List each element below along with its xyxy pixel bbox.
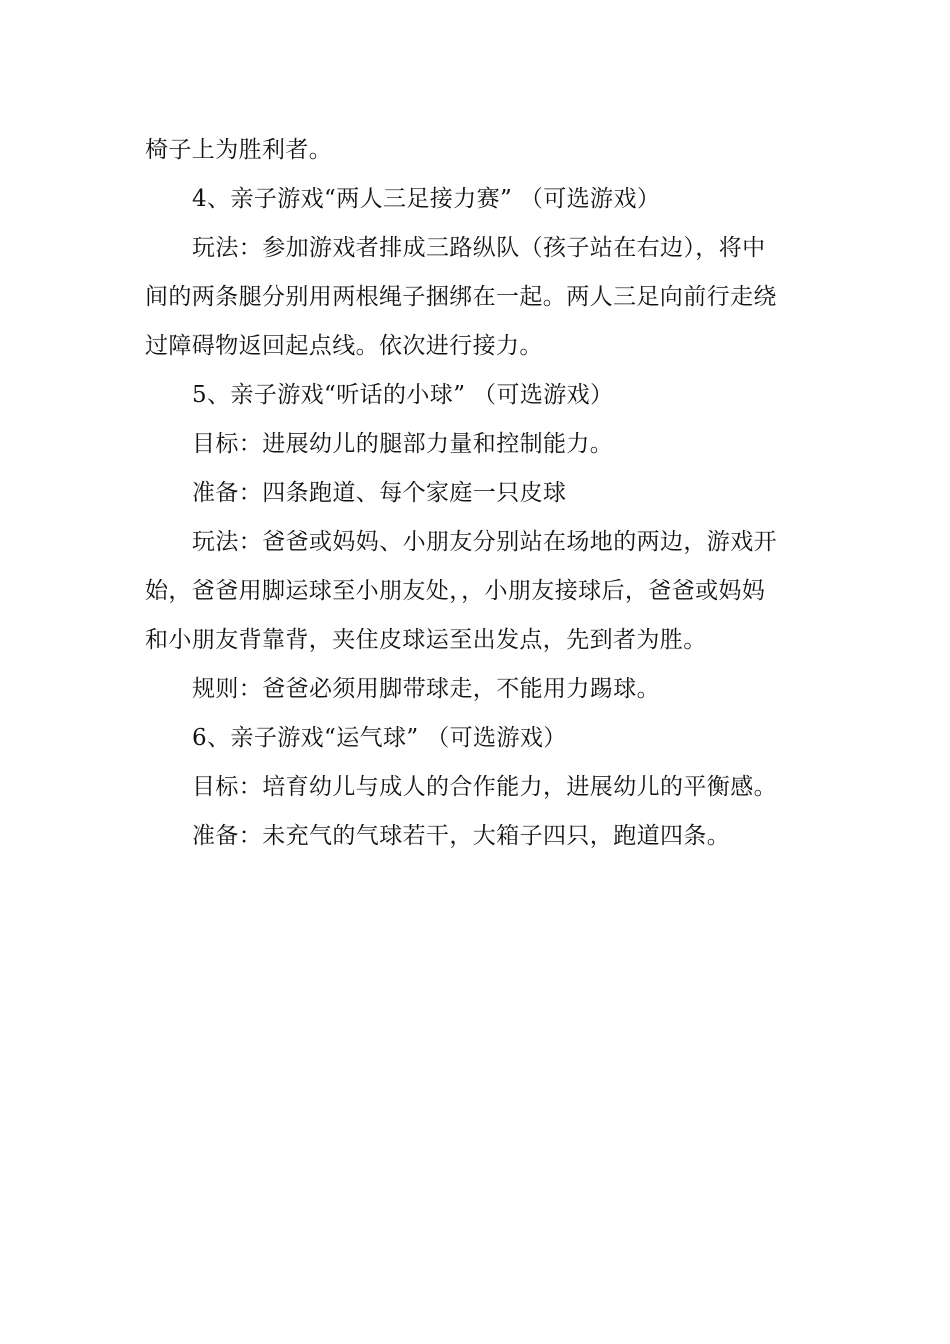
document-body <box>145 126 807 861</box>
paragraph-line: 和小朋友背靠背，夹住皮球运至出发点，先到者为胜。 <box>145 627 707 653</box>
paragraph-line: 椅子上为胜利者。 <box>145 137 333 163</box>
paragraph-line: 玩法：参加游戏者排成三路纵队（孩子站在右边），将中 <box>192 235 766 261</box>
paragraph-line: 始，爸爸用脚运球至小朋友处，，小朋友接球后，爸爸或妈妈 <box>145 578 766 604</box>
paragraph-line: 过障碍物返回起点线。依次进行接力。 <box>145 333 543 359</box>
section-heading: 5、亲子游戏“听话的小球” （可选游戏） <box>192 382 614 408</box>
paragraph-line: 规则：爸爸必须用脚带球走，不能用力踢球。 <box>192 676 660 702</box>
paragraph-line: 玩法：爸爸或妈妈、小朋友分别站在场地的两边，游戏开 <box>192 529 777 555</box>
paragraph-line: 目标：培育幼儿与成人的合作能力，进展幼儿的平衡感。 <box>192 774 777 800</box>
section-heading: 6、亲子游戏“运气球” （可选游戏） <box>192 725 567 751</box>
paragraph-line: 间的两条腿分别用两根绳子捆绑在一起。两人三足向前行走绕 <box>145 284 777 310</box>
section-heading: 4、亲子游戏“两人三足接力赛” （可选游戏） <box>192 186 661 212</box>
paragraph-line: 准备：四条跑道、每个家庭一只皮球 <box>192 480 567 506</box>
paragraph-line: 目标：进展幼儿的腿部力量和控制能力。 <box>192 431 614 457</box>
paragraph-line: 准备：未充气的气球若干，大箱子四只，跑道四条。 <box>192 823 731 849</box>
